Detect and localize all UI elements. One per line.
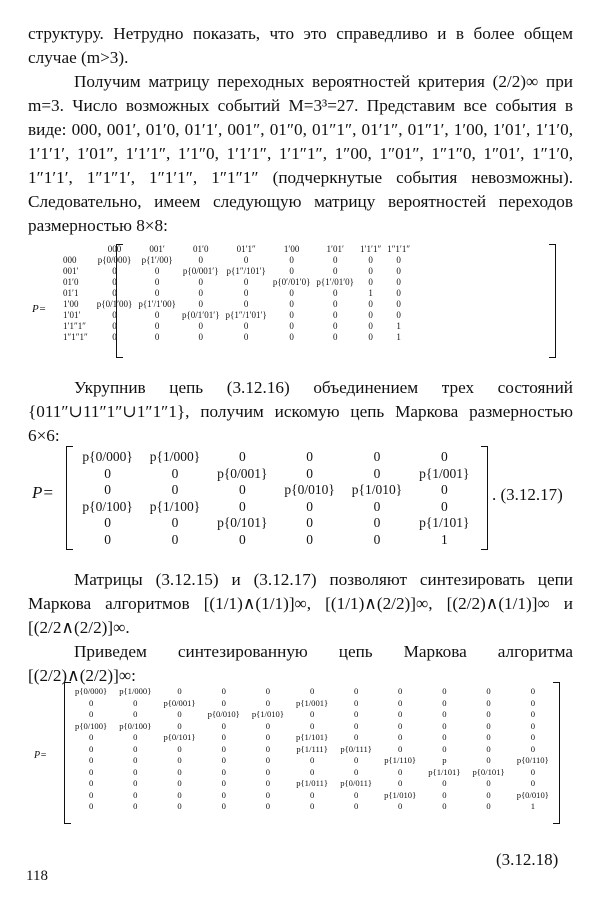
matrix1-cell: 0 bbox=[332, 299, 338, 309]
matrix3-cell: 0 bbox=[353, 755, 359, 765]
matrix3-cell: 0 bbox=[133, 789, 138, 800]
matrix1-brackets bbox=[116, 244, 556, 358]
matrix2-cell: p{0/101} bbox=[217, 515, 268, 530]
matrix1-cell: 0 bbox=[368, 332, 373, 342]
matrix3-row bbox=[69, 801, 555, 813]
matrix1-cell: 0 bbox=[289, 266, 294, 276]
matrix3-row bbox=[69, 698, 555, 710]
matrix1-cell: 0 bbox=[112, 266, 117, 276]
matrix1-cell: p{1″/1′01′} bbox=[225, 310, 267, 320]
matrix1-cell: 0 bbox=[332, 310, 338, 320]
matrix3-cell: 0 bbox=[442, 686, 447, 696]
matrix3-cell: 0 bbox=[265, 755, 271, 765]
matrix3-row bbox=[69, 709, 555, 721]
matrix1-cell: p{1″/101′} bbox=[226, 266, 266, 276]
matrix3-cell: 1 bbox=[530, 801, 535, 811]
matrix3-cell: p{0/010} bbox=[207, 709, 240, 719]
matrix3-cell: 0 bbox=[309, 766, 315, 777]
paragraph-5: Приведем синтезированную цепь Маркова алгоритма [(2/2)∧(2/2)]∞: bbox=[28, 642, 573, 685]
matrix3-cell: 0 bbox=[177, 755, 182, 765]
matrix1-cell: 0 bbox=[332, 321, 338, 331]
matrix2-cell: 0 bbox=[440, 498, 448, 514]
matrix1-cell: 0 bbox=[198, 277, 203, 287]
matrix2-cell: 0 bbox=[373, 465, 381, 481]
matrix2-cell: p{1/001} bbox=[419, 465, 470, 481]
matrix1-cell: 0 bbox=[154, 321, 160, 331]
matrix2-cell: 0 bbox=[104, 531, 112, 547]
matrix3-cell: 0 bbox=[486, 743, 491, 754]
matrix3-cell: 0 bbox=[88, 789, 94, 800]
matrix1-cell: 1 bbox=[368, 288, 373, 298]
matrix1-cell: 0 bbox=[368, 321, 373, 331]
matrix3-cell: 0 bbox=[486, 709, 491, 719]
matrix1-cell: 0 bbox=[154, 332, 160, 342]
matrix3-cell: 0 bbox=[530, 743, 535, 754]
paragraph-4: Матрицы (3.12.15) и (3.12.17) позволяют синтезировать цепи Маркова алгоритмов [(1/1)∧(1/1)]∞, [(1/1)∧(2/2)]∞, [(2/2)∧(1/1)]∞ и [(2/2∧(2/2)]∞. bbox=[28, 570, 573, 637]
matrix3-cell: 0 bbox=[221, 778, 226, 788]
matrix3-cell: 0 bbox=[309, 801, 315, 811]
matrix1-cell: 0 bbox=[112, 310, 117, 320]
matrix1-cell: 0 bbox=[112, 332, 117, 342]
matrix3-cell: 0 bbox=[265, 766, 271, 777]
matrix1-cell: 0 bbox=[396, 299, 401, 309]
matrix3-cell: 0 bbox=[530, 686, 535, 696]
matrix2-cell: p{1/100} bbox=[149, 498, 201, 514]
matrix3-cell: 0 bbox=[265, 778, 271, 788]
matrix1-cell: 1 bbox=[396, 321, 401, 331]
matrix3-cell: 0 bbox=[133, 801, 138, 811]
matrix3-cell: 0 bbox=[486, 778, 491, 788]
matrix3-cell: 0 bbox=[398, 778, 403, 788]
matrix3-cell: 0 bbox=[353, 709, 359, 719]
matrix3-cell: p{1/101} bbox=[296, 732, 329, 742]
matrix2-cell: 0 bbox=[306, 465, 314, 481]
matrix3-cell: p{1/011} bbox=[296, 778, 329, 788]
matrix1-cell: 0 bbox=[154, 277, 160, 287]
matrix3-cell: 0 bbox=[221, 732, 226, 742]
matrix1-cell: 0 bbox=[112, 321, 117, 331]
matrix3-cell: 0 bbox=[442, 697, 447, 708]
matrix3-cell: 0 bbox=[530, 709, 535, 719]
matrix-6x6 bbox=[66, 446, 488, 550]
matrix3-cell: 0 bbox=[88, 709, 94, 719]
matrix3-cell: 0 bbox=[530, 778, 535, 788]
matrix3-cell: 0 bbox=[177, 743, 182, 754]
matrix1-cell: p{0/1′00} bbox=[96, 299, 133, 309]
matrix3-cell: p{1/110} bbox=[384, 755, 417, 765]
matrix1-cell: 0 bbox=[198, 332, 203, 342]
matrix3-cell: 0 bbox=[442, 709, 447, 719]
matrix1-cell: p{0/001′} bbox=[182, 266, 219, 276]
matrix2-row bbox=[74, 532, 478, 549]
paragraph-2: Получим матрицу переходных вероятностей критерия (2/2)∞ при m=3. Число возможных событий M=3³=27. Представим все события в виде: 000, 001′, 01′0, 01′1′, 001″, 01″0, 01″1″, 01′1″, 01″1′, 1′00, 1′01′, 1′1′0, 1′1′1′, 1′01″, 1′1′1″, 1′1″0, 1′1′1″, 1′1″1″, 1″00, 1″01″, 1″1″0, 1″01′, 1″1′0, 1″1′1′, 1″1″1′, 1″1′1″, 1″1″1″ (подчеркнутые события невозможны). Следовательно, имеем следующую матрицу вероятностей переходов размерностью 8×8: bbox=[28, 72, 573, 235]
matrix3-cell: 0 bbox=[265, 789, 271, 800]
matrix2-cell: 0 bbox=[373, 531, 381, 547]
matrix1-cell: 0 bbox=[289, 299, 294, 309]
matrix1-row-header: 1′1″1″ bbox=[63, 321, 86, 331]
matrix1-row-header: 001′ bbox=[63, 266, 79, 276]
matrix2-cell: 0 bbox=[306, 531, 314, 547]
matrix3-table bbox=[69, 686, 555, 813]
matrix1-cell: 0 bbox=[289, 255, 294, 265]
matrix3-cell: 0 bbox=[309, 789, 315, 800]
matrix3-cell: p{0/101} bbox=[163, 732, 196, 742]
matrix3-cell: 0 bbox=[398, 720, 403, 731]
matrix3-cell: 0 bbox=[398, 732, 403, 742]
matrix3-cell: 0 bbox=[530, 766, 535, 777]
matrix1-cell: 0 bbox=[368, 299, 373, 309]
matrix1-cell: 0 bbox=[289, 310, 294, 320]
matrix3-cell: p{0/001} bbox=[163, 697, 196, 708]
matrix2-cell: p{1/101} bbox=[419, 515, 470, 530]
matrix3-cell: 0 bbox=[309, 686, 315, 696]
matrix2-cell: 0 bbox=[440, 449, 448, 464]
matrix3-cell: p{0/000} bbox=[75, 686, 108, 696]
matrix3-cell: 0 bbox=[221, 697, 226, 708]
matrix3-cell: 0 bbox=[309, 755, 315, 765]
matrix3-cell: 0 bbox=[530, 732, 535, 742]
matrix3-row bbox=[69, 686, 555, 698]
matrix3-cell: 0 bbox=[88, 697, 94, 708]
matrix3-cell: 0 bbox=[133, 778, 138, 788]
equation-number-3-12-18: (3.12.18) bbox=[496, 850, 559, 869]
matrix3-cell: 0 bbox=[177, 720, 182, 731]
matrix1-row-header: 01′0 bbox=[63, 277, 79, 287]
matrix3-row bbox=[69, 721, 555, 733]
matrix2-equation-number: . (3.12.17) bbox=[492, 485, 563, 504]
matrix3-cell: p{1/101} bbox=[428, 766, 461, 777]
matrix2-cell: 0 bbox=[373, 498, 381, 514]
matrix3-row bbox=[69, 767, 555, 779]
matrix3-cell: 0 bbox=[353, 766, 359, 777]
matrix2-cell: 0 bbox=[238, 498, 246, 514]
matrix2-row bbox=[74, 449, 478, 466]
matrix2-row bbox=[74, 515, 478, 532]
matrix1-row-header: 1′01′ bbox=[63, 310, 81, 320]
matrix3-cell: 0 bbox=[177, 778, 182, 788]
matrix3-cell: 0 bbox=[265, 720, 271, 731]
matrix1-cell: 0 bbox=[243, 288, 249, 298]
matrix3-cell: 0 bbox=[221, 720, 226, 731]
matrix2-cell: 0 bbox=[104, 515, 112, 530]
matrix3-cell: p{1/010} bbox=[251, 709, 284, 719]
matrix1-cell: 0 bbox=[243, 321, 249, 331]
matrix2-left-bracket bbox=[66, 446, 73, 550]
matrix3-cell: p{0/101} bbox=[472, 766, 505, 777]
matrix3-cell: 0 bbox=[133, 732, 138, 742]
matrix3-cell: 0 bbox=[133, 709, 138, 719]
matrix3-row bbox=[69, 790, 555, 802]
matrix3-cell: p{1/000} bbox=[119, 686, 152, 696]
matrix3-cell: 0 bbox=[133, 766, 138, 777]
matrix2-row bbox=[74, 482, 478, 499]
matrix1-cell: 0 bbox=[198, 288, 203, 298]
matrix2-cell: 0 bbox=[440, 482, 448, 497]
matrix1-cell: p{1′/00} bbox=[141, 255, 173, 265]
matrix2-cell: p{0/000} bbox=[82, 449, 133, 464]
matrix1-cell: 0 bbox=[396, 266, 401, 276]
matrix1-cell: 0 bbox=[332, 266, 338, 276]
matrix2-cell: 0 bbox=[373, 515, 381, 530]
matrix2-cell: 0 bbox=[373, 449, 381, 464]
matrix1-cell: 0 bbox=[289, 321, 294, 331]
matrix3-cell: p{0/110} bbox=[516, 755, 549, 765]
matrix2-cell: 0 bbox=[104, 482, 112, 497]
matrix3-cell: 0 bbox=[177, 801, 182, 811]
matrix1-cell: 0 bbox=[368, 266, 373, 276]
page-number: 118 bbox=[26, 868, 48, 884]
matrix2-cell: p{0/010} bbox=[284, 482, 335, 497]
matrix3-cell: 0 bbox=[265, 732, 271, 742]
matrix3-cell: 0 bbox=[442, 743, 447, 754]
matrix3-cell: 0 bbox=[353, 789, 359, 800]
matrix1-cell: 0 bbox=[198, 299, 203, 309]
matrix3-cell: 0 bbox=[221, 789, 226, 800]
matrix1-row-header: 01′1 bbox=[63, 288, 79, 298]
matrix3-cell: 0 bbox=[486, 755, 491, 765]
matrix3-cell: p{0/100} bbox=[119, 720, 152, 731]
matrix1-col-header: 1″1′1″ bbox=[387, 244, 411, 254]
matrix3-cell: p{1/111} bbox=[296, 743, 328, 754]
matrix3-cell: p{0/111} bbox=[340, 743, 372, 754]
matrix3-cell: 0 bbox=[221, 766, 226, 777]
matrix1-cell: 0 bbox=[332, 255, 338, 265]
matrix1-cell: 0 bbox=[396, 255, 401, 265]
matrix2-cell: 0 bbox=[104, 465, 112, 481]
matrix3-right-bracket bbox=[553, 682, 560, 824]
matrix3-left-bracket bbox=[64, 682, 71, 824]
matrix1-cell: 0 bbox=[396, 288, 401, 298]
matrix3-cell: 0 bbox=[398, 686, 403, 696]
matrix3-cell: 0 bbox=[88, 801, 94, 811]
matrix2-cell: 0 bbox=[171, 531, 179, 547]
matrix3-cell: 0 bbox=[398, 801, 403, 811]
matrix1-cell: p{0′/01′0} bbox=[272, 277, 311, 287]
matrix2-row bbox=[74, 466, 478, 483]
matrix1-cell: 0 bbox=[368, 310, 373, 320]
matrix2-right-bracket bbox=[481, 446, 488, 550]
matrix1-cell: 0 bbox=[154, 266, 160, 276]
matrix2-cell: 0 bbox=[171, 482, 179, 497]
matrix2-cell: 0 bbox=[171, 515, 179, 530]
matrix3-cell: 0 bbox=[177, 766, 182, 777]
matrix3-cell: 0 bbox=[442, 789, 447, 800]
matrix3-cell: 0 bbox=[88, 743, 94, 754]
matrix1-col-header: 01′1″ bbox=[236, 244, 256, 254]
matrix1-cell: 0 bbox=[198, 321, 203, 331]
matrix3-cell: 0 bbox=[486, 789, 491, 800]
matrix3-cell: 0 bbox=[88, 766, 94, 777]
matrix1-col-header: 01′0 bbox=[192, 244, 209, 254]
matrix3-cell: 0 bbox=[133, 755, 138, 765]
matrix1-cell: 0 bbox=[396, 277, 401, 287]
matrix3-cell: 0 bbox=[177, 686, 182, 696]
matrix3-row bbox=[69, 744, 555, 756]
matrix3-cell: 0 bbox=[221, 801, 226, 811]
matrix3-cell: p{0/100} bbox=[75, 720, 108, 731]
matrix1-cell: 0 bbox=[289, 288, 294, 298]
matrix1-cell: 0 bbox=[332, 288, 338, 298]
matrix1-cell: 0 bbox=[243, 299, 249, 309]
matrix1-col-header: 000 bbox=[107, 244, 122, 254]
matrix3-cell: 0 bbox=[88, 732, 94, 742]
matrix3-cell: 0 bbox=[486, 686, 491, 696]
matrix3-row bbox=[69, 732, 555, 744]
matrix1-left-bracket bbox=[116, 244, 123, 358]
paragraph-1: структуру. Нетрудно показать, что это справедливо и в более общем случае (m>3). bbox=[28, 24, 573, 67]
matrix1-cell: 0 bbox=[154, 288, 160, 298]
matrix3-cell: 0 bbox=[398, 766, 403, 777]
matrix2-cell: 1 bbox=[440, 531, 448, 547]
matrix3-cell: 0 bbox=[133, 743, 138, 754]
matrix1-cell: p{0/000} bbox=[97, 255, 132, 265]
matrix3-cell: p{1/010} bbox=[384, 789, 417, 800]
matrix3-cell: p{1/001} bbox=[296, 697, 329, 708]
matrix3-row bbox=[69, 755, 555, 767]
matrix1-cell: 0 bbox=[368, 255, 373, 265]
matrix1-label: P= bbox=[32, 303, 47, 315]
matrix1-cell: p{1′/1′00} bbox=[138, 299, 176, 309]
matrix3-cell: 0 bbox=[309, 709, 315, 719]
matrix3-row bbox=[69, 778, 555, 790]
matrix2-label: P= bbox=[32, 483, 54, 502]
matrix1-cell: p{1′/01′0} bbox=[316, 277, 354, 287]
matrix3-cell: 0 bbox=[486, 720, 491, 731]
matrix3-cell: p{0/010} bbox=[516, 789, 549, 800]
matrix2-row bbox=[74, 499, 478, 516]
matrix3-cell: 0 bbox=[398, 743, 403, 754]
matrix3-cell: 0 bbox=[442, 732, 447, 742]
matrix3-cell: 0 bbox=[530, 697, 535, 708]
matrix1-cell: 0 bbox=[396, 310, 401, 320]
matrix3-cell: p{0/011} bbox=[340, 778, 373, 788]
matrix3-cell: 0 bbox=[265, 697, 271, 708]
matrix3-cell: 0 bbox=[221, 743, 226, 754]
matrix1-col-header: 1′1′1″ bbox=[360, 244, 382, 254]
matrix1-cell: 0 bbox=[112, 288, 117, 298]
matrix3-cell: 0 bbox=[88, 778, 94, 788]
matrix2-cell: 0 bbox=[238, 531, 246, 547]
matrix3-cell: 0 bbox=[309, 720, 315, 731]
matrix-11x11 bbox=[64, 682, 560, 824]
matrix1-right-bracket bbox=[549, 244, 556, 358]
matrix1-row-header: 000 bbox=[63, 255, 77, 265]
matrix3-cell: 0 bbox=[177, 789, 182, 800]
matrix3-cell: 0 bbox=[530, 720, 535, 731]
matrix1-cell: 0 bbox=[332, 332, 338, 342]
matrix1-row-header: 1′00 bbox=[63, 299, 79, 309]
matrix3-cell: 0 bbox=[265, 686, 271, 696]
matrix1-col-header: 1′00 bbox=[283, 244, 300, 254]
matrix3-cell: 0 bbox=[442, 778, 447, 788]
matrix3-cell: 0 bbox=[486, 732, 491, 742]
matrix3-cell: 0 bbox=[353, 732, 359, 742]
matrix1-cell: 0 bbox=[243, 277, 249, 287]
matrix1-cell: 0 bbox=[289, 332, 294, 342]
matrix2-cell: 0 bbox=[306, 515, 314, 530]
matrix3-cell: 0 bbox=[398, 709, 403, 719]
matrix3-cell: 0 bbox=[486, 697, 491, 708]
matrix3-label: P= bbox=[34, 750, 47, 761]
paragraph-3: Укрупнив цепь (3.12.16) объединением трех состояний {011″∪11″1″∪1″1″1}, получим искомую цепь Маркова размерностью 6×6: bbox=[28, 378, 573, 445]
matrix2-cell: p{0/100} bbox=[82, 498, 133, 514]
matrix1-cell: 0 bbox=[243, 332, 249, 342]
matrix3-cell: 0 bbox=[133, 697, 138, 708]
matrix3-cell: 0 bbox=[353, 720, 359, 731]
matrix3-cell: 0 bbox=[442, 801, 447, 811]
matrix1-col-header: 001′ bbox=[149, 244, 165, 254]
matrix1-corner-cell bbox=[60, 244, 94, 255]
matrix3-cell: 0 bbox=[88, 755, 94, 765]
matrix3-cell: 0 bbox=[265, 801, 271, 811]
matrix2-cell: 0 bbox=[306, 449, 314, 464]
matrix1-row-header: 1″1″1″ bbox=[63, 332, 88, 342]
matrix2-cell: 0 bbox=[171, 465, 179, 481]
matrix3-cell: 0 bbox=[486, 801, 491, 811]
matrix1-col-header: 1′01′ bbox=[326, 244, 344, 254]
matrix1-cell: p{0/1′01′} bbox=[181, 310, 220, 320]
matrix2-cell: p{1/010} bbox=[351, 482, 403, 497]
matrix3-cell: 0 bbox=[398, 697, 403, 708]
matrix2-table bbox=[74, 449, 478, 548]
matrix2-cell: 0 bbox=[306, 498, 314, 514]
matrix3-cell: 0 bbox=[353, 697, 359, 708]
matrix1-cell: 0 bbox=[243, 255, 249, 265]
matrix3-cell: 0 bbox=[353, 686, 359, 696]
matrix3-cell: 0 bbox=[221, 755, 226, 765]
matrix1-cell: 0 bbox=[154, 310, 160, 320]
matrix2-cell: 0 bbox=[238, 449, 246, 464]
matrix2-cell: 0 bbox=[238, 482, 246, 497]
matrix2-cell: p{1/000} bbox=[149, 449, 201, 464]
matrix1-cell: 0 bbox=[112, 277, 117, 287]
matrix1-cell: 0 bbox=[198, 255, 203, 265]
matrix3-cell: 0 bbox=[265, 743, 271, 754]
matrix1-cell: 1 bbox=[396, 332, 401, 342]
matrix1-cell: 0 bbox=[368, 277, 373, 287]
matrix3-cell: 0 bbox=[353, 801, 359, 811]
matrix2-cell: p{0/001} bbox=[217, 465, 268, 481]
matrix3-cell: 0 bbox=[221, 686, 226, 696]
matrix3-cell: p bbox=[442, 755, 447, 765]
matrix3-cell: 0 bbox=[442, 720, 447, 731]
matrix3-cell: 0 bbox=[177, 709, 182, 719]
